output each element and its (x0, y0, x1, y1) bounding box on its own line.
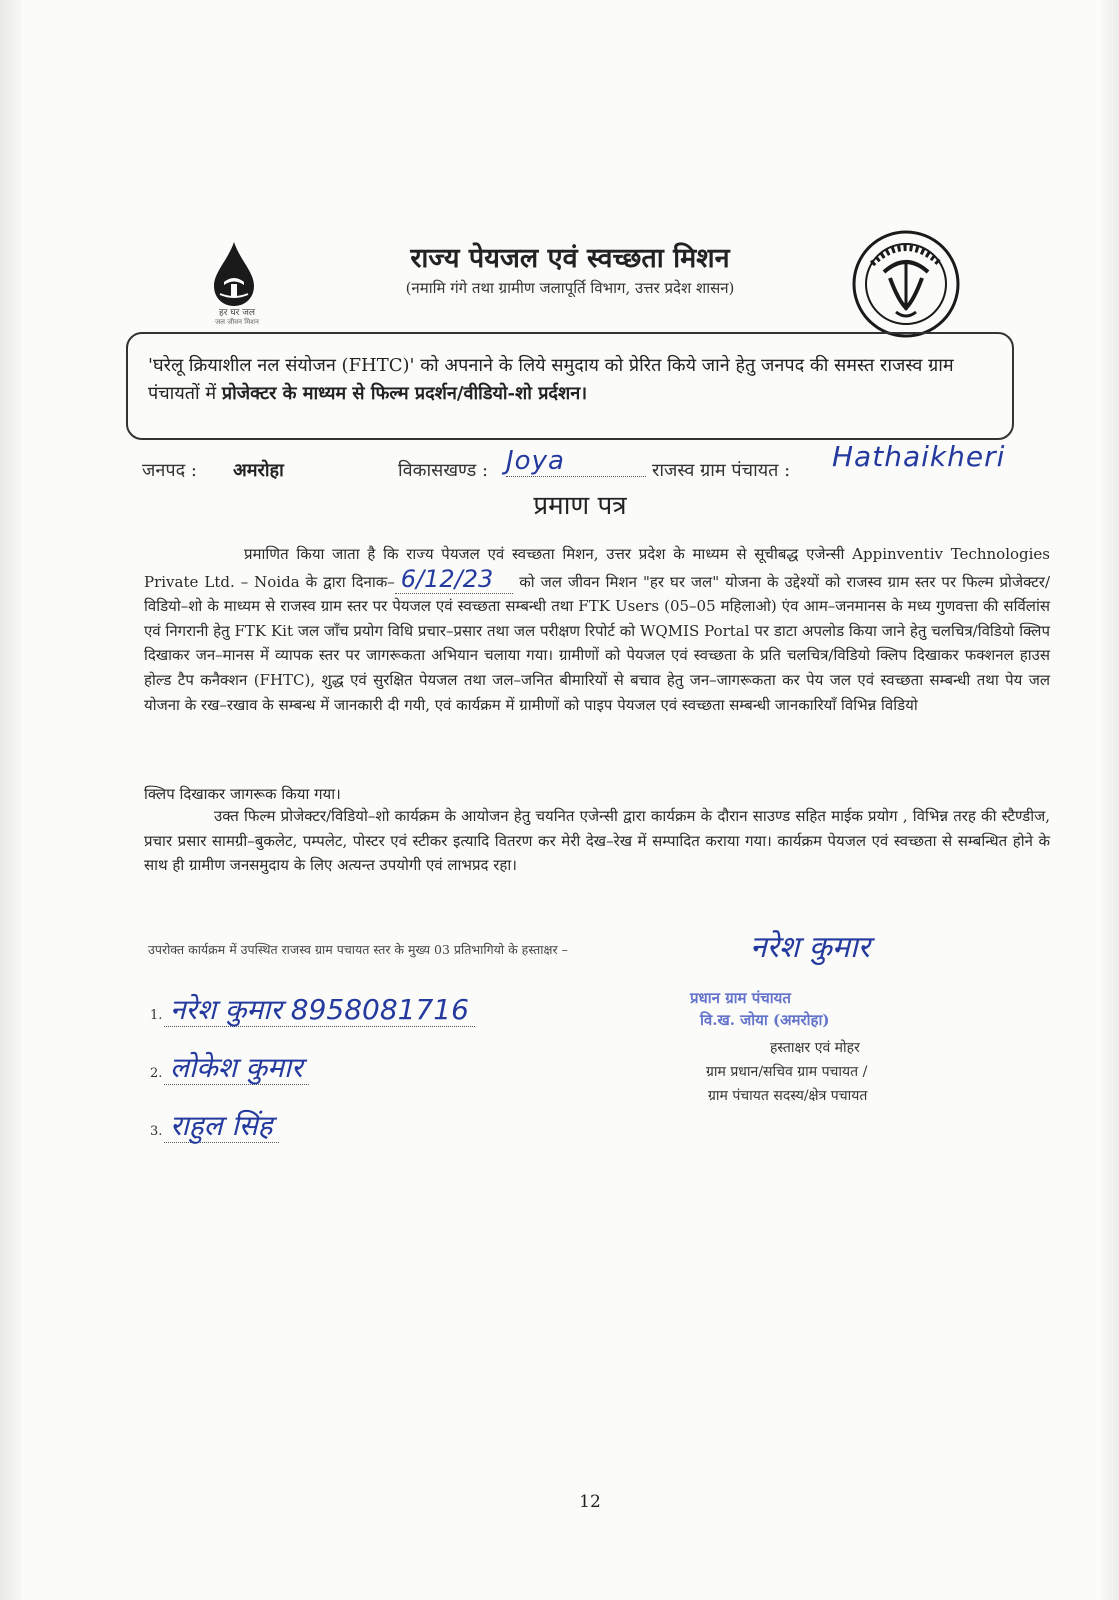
participant-number: 3. (150, 1124, 163, 1139)
block-label: विकासखण्ड : (398, 460, 489, 481)
participant-signature-row (150, 1048, 309, 1086)
para1-after-date: को जल जीवन मिशन "हर घर जल" योजना के उद्देश्यों को राजस्व ग्राम स्तर पर फिल्म प्रोजेक्टर/विडियो–शो के माध्यम से राजस्व ग्राम स्तर पर पेयजल एवं स्वच्छता सम्बन्धी तथा FTK Users (05–05 महिलाओ) एंव आम–जनमानस के मध्य गुणवत्ता की सर्विलांस एवं निगरानी हेतु FTK Kit जल जाँच प्रयोग विधि प्रचार–प्रसार तथा जल परीक्षण रिपोर्ट को WQMIS Portal पर डाटा अपलोड किया जाने हेतु चलचित्र/विडियो क्लिप दिखाकर जन–मानस में व्यापक स्तर पर जागरूकता अभियान चलाया गया। ग्रामीणों को पेयजल एवं स्वच्छता के प्रति चलचित्र/विडियो क्लिप दिखाकर फक्शनल हाउस होल्ड टैप कनैक्शन (FHTC), शुद्ध एवं सुरक्षित पेयजल तथा जल–जनित बीमारियों से बचाव हेतु जन–जागरूकता कर पेय जल एवं स्वच्छता सम्बन्धी तथा पेय जल योजना के रख–रखाव के सम्बन्ध में जानकारी दी गयी, एवं कार्यक्रम में ग्रामीणों को पाइप पेयजल एवं स्वच्छता सम्बन्धी जानकारियाँ विभिन्न विडियो (144, 572, 1050, 714)
gram-panchayat-label: राजस्व ग्राम पंचायत : (652, 460, 791, 481)
signature-caption: हस्ताक्षर एवं मोहर (770, 1040, 860, 1056)
participant-number: 2. (150, 1066, 163, 1081)
notice-box (126, 332, 1014, 440)
gram-panchayat-value-handwritten: Hathaikheri (832, 440, 1006, 473)
logo-caption-jal-jeevan-mission: जल जीवन मिशन (215, 318, 259, 326)
pradhan-signature: नरेश कुमार (750, 930, 870, 965)
certificate-paragraph-1-tail: क्लिप दिखाकर जागरूक किया गया। (144, 785, 341, 803)
page-subtitle: (नमामि गंगे तथा ग्रामीण जलापूर्ति विभाग, उत्तर प्रदेश शासन) (405, 279, 735, 297)
uttar-pradesh-seal-icon (850, 228, 962, 340)
page-number: 12 (579, 1492, 601, 1512)
certificate-paragraph-2: उक्त फिल्म प्रोजेक्टर/विडियो–शो कार्यक्रम के आयोजन हेतु चयनित एजेन्सी द्वारा कार्यक्रम के दौरान साउण्ड सहित माईक प्रयोग , विभिन्न तरह की स्टैण्डीज, प्रचार प्रसार सामग्री–बुकलेट, पम्पलेट, पोस्टर एवं स्टीकर इत्यादि वितरण कर मेरी देख–रेख में सम्पादित कराया गया। कार्यक्रम पेयजल एवं स्वच्छता से सम्बन्धित होने के साथ ही ग्रामीण जनसमुदाय के लिए अत्यन्त उपयोगी एवं लाभप्रद रहा। (144, 807, 1050, 875)
janpad-label: जनपद : (142, 460, 197, 481)
janpad-value: अमरोहा (233, 460, 284, 481)
participant-signature: लोकेश कुमार (164, 1051, 309, 1085)
participant-signature-row (150, 990, 475, 1028)
page-title: राज्य पेयजल एवं स्वच्छता मिशन (410, 243, 730, 274)
participant-signature: नरेश कुमार 8958081716 (164, 993, 475, 1027)
certificate-paragraph-1 (144, 542, 1050, 717)
stamp-text-line-1: प्रधान ग्राम पंचायत (690, 989, 791, 1007)
notice-text-bold: प्रोजेक्टर के माध्यम से फिल्म प्रदर्शन/वीडियो-शो प्रर्दशन। (221, 383, 588, 404)
logo-caption-har-ghar-jal: हर घर जल (219, 308, 255, 318)
participant-number: 1. (150, 1008, 163, 1023)
certificate-heading: प्रमाण पत्र (533, 491, 627, 521)
scan-edge-right (1101, 0, 1119, 1600)
participant-signature-row (150, 1106, 279, 1144)
participant-signature: राहुल सिंह (164, 1109, 279, 1143)
handwritten-date: 6/12/23 (395, 565, 514, 594)
participants-note: उपरोक्त कार्यक्रम में उपस्थित राजस्व ग्राम पचायत स्तर के मुख्य 03 प्रतिभागियो के हस्ताक्षर – (148, 942, 568, 957)
scan-edge-left (0, 0, 22, 1600)
para1-before-date: प्रमाणित किया जाता है कि राज्य पेयजल एवं स्वच्छता मिशन, उत्तर प्रदेश के माध्यम से सूचीबद्ध एजेन्सी Appinventiv Technologies Private Ltd. – Noida के द्वारा दिनाक– (144, 545, 1050, 591)
signatory-role-line-2: ग्राम पंचायत सदस्य/क्षेत्र पचायत (708, 1088, 868, 1104)
signatory-role-line-1: ग्राम प्रधान/सचिव ग्राम पचायत / (706, 1064, 868, 1080)
notice-text: 'घरेलू क्रियाशील नल संयोजन (FHTC)' को अपनाने के लिये समुदाय को प्रेरित किये जाने हेतु जनपद की समस्त राजस्व ग्राम पंचायतों में (148, 355, 954, 404)
block-value-handwritten: Joya (506, 446, 646, 477)
stamp-text-line-2: वि.ख. जोया (अमरोहा) (700, 1011, 830, 1029)
